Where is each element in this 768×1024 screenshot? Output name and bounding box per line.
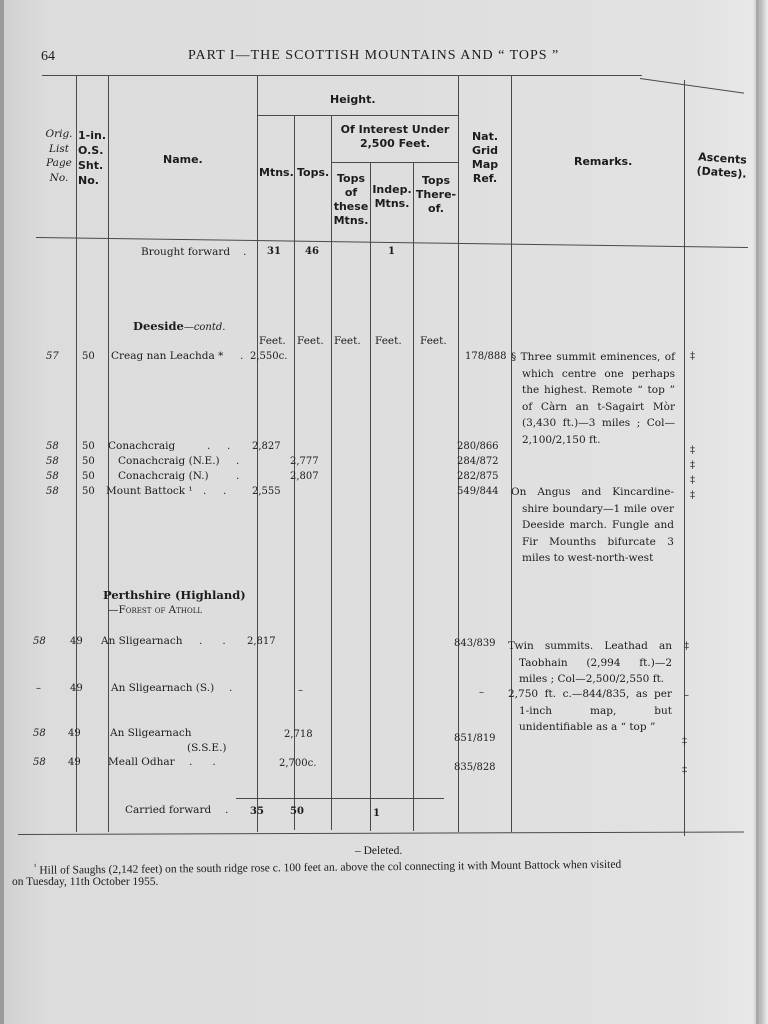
- totals-rule: [236, 798, 444, 799]
- orig-page: 58: [33, 636, 46, 647]
- footnote-text: Hill of Saughs (2,142 feet) on the south ridge rose c. 100 feet an. above the col connecting it with Mount Battock when visited: [39, 858, 622, 877]
- footnote-1: [34, 856, 621, 877]
- header-text: of: [344, 186, 358, 199]
- mountain-name: Conachcraig (N.E.): [118, 455, 220, 467]
- remarks-text: Twin summits. Leathad an Taobhain (2,994 ft.)—2 miles ; Col—2,500/2,550 ft.: [508, 640, 672, 685]
- header-text: Sht.: [78, 159, 104, 172]
- header-text: List: [49, 142, 69, 155]
- table-top-rule: [42, 75, 642, 76]
- remarks-text: 2,750 ft. c.—844/835, as per 1-inch map, but unidentifiable as a “ top ”: [508, 688, 672, 733]
- header-height: Height.: [330, 93, 376, 106]
- grid-ref: 843/839: [454, 638, 496, 649]
- carried-forward-label: Carried forward: [125, 804, 212, 816]
- brought-forward-label: Brought forward: [141, 246, 231, 258]
- leader-dot: . .: [207, 440, 231, 452]
- ascent-dagger-icon: ‡: [684, 641, 689, 652]
- leader-dot: .: [229, 682, 233, 694]
- leader-dot: .: [243, 246, 247, 258]
- binding-shadow: [0, 0, 4, 1024]
- orig-page: 58: [33, 728, 46, 739]
- header-of-interest: [333, 123, 457, 151]
- header-text: Tops: [421, 174, 451, 187]
- header-ascents: [691, 150, 753, 182]
- col-divider: [684, 80, 685, 836]
- col-divider: [413, 163, 414, 831]
- sheet-no: 50: [82, 351, 95, 362]
- orig-page: 58: [46, 456, 59, 467]
- mountain-name-suffix: (S.S.E.): [187, 742, 227, 754]
- ascent-dagger-icon: ‡: [690, 351, 695, 362]
- header-text: Map: [471, 158, 499, 171]
- mountain-name: Mount Battock ¹: [106, 485, 193, 497]
- height-mtns: 2,827: [252, 441, 281, 452]
- mountain-name: Conachcraig (N.): [118, 470, 209, 482]
- section-perthshire: Perthshire (Highland): [103, 588, 246, 602]
- height-mtns: 2,817: [247, 636, 276, 647]
- leader-dot: .: [236, 455, 240, 467]
- leader-dot: . .: [203, 485, 227, 497]
- grid-ref: 282/875: [457, 471, 499, 482]
- table-top-rule-curve: [640, 78, 744, 94]
- grid-ref: 851/819: [454, 733, 496, 744]
- header-text: Mtns.: [374, 197, 410, 210]
- header-text: 1-in.: [78, 129, 106, 142]
- height-mtns: 2,555: [252, 486, 281, 497]
- carried-forward-mtns: 35: [250, 806, 264, 817]
- orig-page: 58: [46, 441, 59, 452]
- col-divider: [257, 76, 258, 832]
- remarks-text: On Angus and Kincardine-shire boundary—1 mile over Deeside march. Fungle and Fir Mounths bifurcate 3 miles to west-north-west: [511, 486, 674, 564]
- sheet-no: 50: [82, 486, 95, 497]
- header-text: Orig.: [45, 128, 73, 140]
- ascent-dagger-icon: ‡: [690, 475, 695, 486]
- height-tops: 2,807: [290, 471, 319, 482]
- header-indep-mtns: [371, 183, 413, 211]
- ascent-dagger-icon: ‡: [682, 736, 687, 747]
- header-tops: Tops.: [297, 166, 330, 179]
- brought-forward-tops: 46: [305, 246, 319, 257]
- feet-label-tops-thereof: Feet.: [420, 335, 447, 347]
- section-deeside: [133, 319, 225, 333]
- sheet-no: 49: [68, 728, 81, 739]
- header-name: Name.: [163, 153, 203, 166]
- header-text: Page: [46, 157, 72, 169]
- ascent-dagger-icon: ‡: [682, 765, 687, 776]
- carried-forward-indep: 1: [373, 808, 380, 819]
- grid-ref: 178/888: [465, 351, 507, 362]
- grid-ref: 835/828: [454, 762, 496, 773]
- header-grid-ref: [460, 130, 510, 186]
- remarks-an-sligearnach: [508, 638, 672, 688]
- header-text: Indep.: [372, 183, 412, 196]
- orig-page: –: [36, 683, 41, 694]
- header-remarks: Remarks.: [574, 155, 633, 168]
- grid-ref: 284/872: [457, 456, 499, 467]
- running-header: PART I—THE SCOTTISH MOUNTAINS AND “ TOPS ”: [188, 48, 560, 63]
- header-tops-of-these: [332, 172, 370, 228]
- header-text: There-: [415, 188, 457, 201]
- ascent-value: –: [684, 690, 689, 701]
- header-text: O.S.: [78, 144, 104, 157]
- grid-ref: 280/866: [457, 441, 499, 452]
- feet-label-indep: Feet.: [375, 335, 402, 347]
- ascent-dagger-icon: ‡: [690, 490, 695, 501]
- header-os-sheet: [78, 128, 108, 188]
- header-text: Tops: [336, 172, 366, 185]
- brought-forward-mtns: 31: [267, 246, 281, 257]
- carried-forward-tops: 50: [290, 806, 304, 817]
- sheet-no: 50: [82, 441, 95, 452]
- section-suffix: —contd.: [183, 322, 226, 333]
- height-tops: 2,700c.: [279, 758, 317, 769]
- header-orig-list: [44, 127, 74, 185]
- leader-dot: .: [236, 470, 240, 482]
- section-title: Deeside: [133, 319, 184, 333]
- height-tops: 2,777: [290, 456, 319, 467]
- sheet-no: 50: [82, 471, 95, 482]
- sheet-no: 49: [70, 683, 83, 694]
- header-text: Nat.: [471, 130, 499, 143]
- leader-dot: . .: [199, 635, 226, 647]
- header-text: Grid: [471, 144, 499, 157]
- header-text: these: [333, 200, 369, 213]
- remarks-creag-nan-leachda: [511, 349, 675, 448]
- header-text: Of Interest Under: [340, 123, 450, 136]
- col-divider: [108, 76, 109, 832]
- height-tops: –: [298, 685, 303, 696]
- orig-page: 58: [33, 757, 46, 768]
- mountain-name: Conachcraig: [108, 440, 176, 452]
- mountain-name: An Sligearnach: [110, 727, 192, 739]
- footnote-marker: ¹: [33, 861, 37, 871]
- section-subtitle: —Forest of Atholl: [108, 604, 203, 616]
- header-text: No.: [78, 174, 99, 187]
- leader-dot: .: [240, 350, 244, 362]
- col-divider: [76, 76, 77, 832]
- orig-page: 58: [46, 486, 59, 497]
- page-number: 64: [41, 49, 55, 64]
- header-text: Ascents: [697, 150, 748, 167]
- page-edge: [756, 0, 759, 1024]
- remarks-text: § Three summit eminences, of which centre one perhaps the highest. Remote “ top ” of Càrn an t-Sagairt Mòr (3,430 ft.)—3 miles ; Col— 2,100/2,150 ft.: [511, 351, 675, 446]
- feet-label-mtns: Feet.: [259, 335, 286, 347]
- col-divider: [458, 76, 459, 832]
- remarks-an-sligearnach-s: [508, 686, 672, 736]
- feet-label-tops-of-these: Feet.: [334, 335, 361, 347]
- feet-label-tops: Feet.: [297, 335, 324, 347]
- grid-ref: 549/844: [457, 486, 499, 497]
- height-subrule: [258, 115, 458, 116]
- grid-ref: –: [479, 687, 484, 698]
- height-tops: 2,718: [284, 729, 313, 740]
- ascent-dagger-icon: ‡: [690, 460, 695, 471]
- footnote-1-continued: on Tuesday, 11th October 1955.: [12, 876, 159, 888]
- table-bottom-rule: [18, 831, 744, 835]
- header-text: No.: [49, 171, 69, 184]
- leader-dot: .: [225, 804, 229, 816]
- orig-page: 58: [46, 471, 59, 482]
- brought-forward-indep: 1: [388, 246, 395, 257]
- leader-dot: . .: [189, 756, 216, 768]
- remarks-mount-battock: [511, 484, 674, 567]
- sheet-no: 49: [70, 636, 83, 647]
- header-text: (Dates).: [696, 164, 747, 181]
- header-text: of.: [428, 202, 444, 215]
- mountain-name: Creag nan Leachda *: [111, 350, 224, 362]
- height-mtns: 2,550c.: [250, 351, 288, 362]
- header-text: 2,500 Feet.: [359, 137, 431, 150]
- header-text: Mtns.: [333, 214, 369, 227]
- footnote-deleted: – Deleted.: [355, 845, 403, 857]
- sheet-no: 49: [68, 757, 81, 768]
- orig-page: 57: [46, 351, 59, 362]
- col-divider: [370, 163, 371, 831]
- header-text: Ref.: [472, 172, 498, 185]
- mountain-name: Meall Odhar: [108, 756, 175, 768]
- mountain-name: An Sligearnach: [101, 635, 183, 647]
- ascent-dagger-icon: ‡: [690, 445, 695, 456]
- sheet-no: 50: [82, 456, 95, 467]
- header-tops-thereof: [414, 174, 458, 216]
- mountain-name: An Sligearnach (S.): [111, 682, 215, 694]
- header-mtns: Mtns.: [259, 166, 294, 179]
- interest-subrule: [332, 162, 458, 163]
